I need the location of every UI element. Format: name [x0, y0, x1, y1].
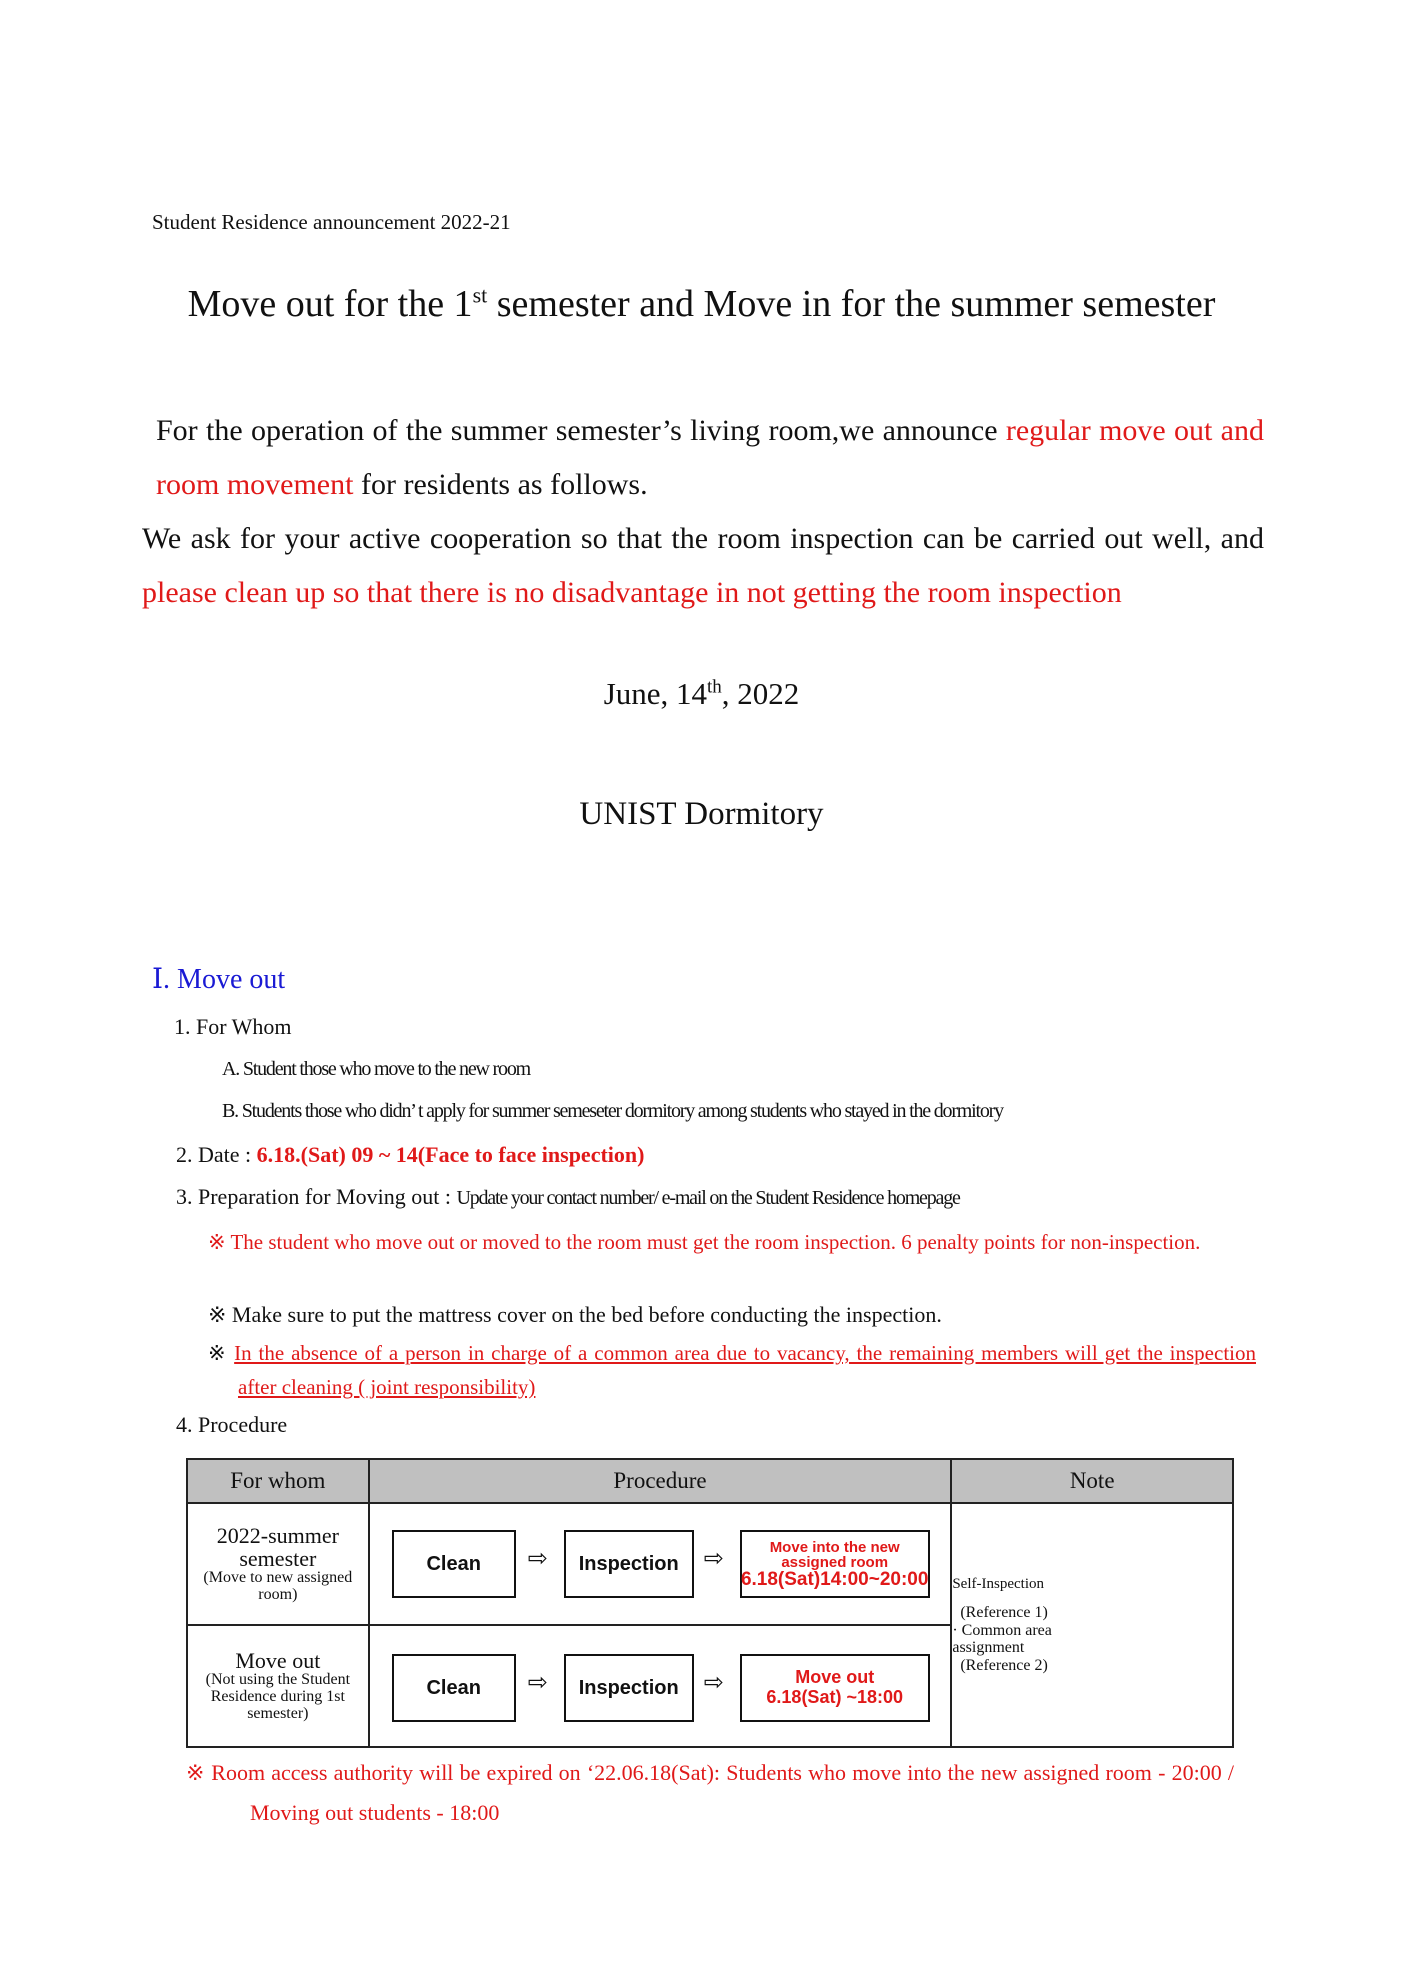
item1-label: 1. For Whom [174, 1014, 292, 1039]
intro-paragraph [142, 404, 1264, 620]
note-line3: · Common area assignment [952, 1621, 1052, 1657]
row2-arrow-1-icon: ⇨ [527, 1668, 548, 1696]
row2-step3-line2: 6.18(Sat) ~18:00 [766, 1687, 903, 1707]
header-for-whom: For whom [187, 1459, 369, 1503]
intro-p2-a: We ask for your active cooperation so that the room inspection can be carried out well, and [142, 522, 1264, 555]
row1-arrow-2-icon: ⇨ [703, 1544, 724, 1572]
page-title [0, 282, 1403, 326]
row1-step-move-in [740, 1530, 930, 1598]
item2-value: 6.18.(Sat) 09 ~ 14(Face to face inspection) [256, 1142, 645, 1167]
note-line1: Self-Inspection [952, 1575, 1044, 1592]
note-mattress: ※ Make sure to put the mattress cover on the bed before conducting the inspection. [208, 1302, 942, 1327]
organization-name: UNIST Dormitory [579, 796, 824, 832]
intro-p2-highlight: please clean up so that there is no disadvantage in not getting the room inspection [142, 576, 1122, 609]
note-penalty: ※ The student who move out or moved to the room must get the room inspection. 6 penalty points for non-inspection. [208, 1230, 1201, 1254]
row1-flow [370, 1504, 951, 1624]
row2-step-inspection: Inspection [564, 1654, 694, 1722]
row1-who [187, 1503, 369, 1625]
date-sup: th [707, 676, 722, 698]
note-cell [951, 1503, 1233, 1747]
date-year: , 2022 [721, 676, 800, 711]
item3 [176, 1184, 960, 1210]
procedure-table [186, 1458, 1234, 1748]
intro-p1-b: for residents as follows. [353, 468, 648, 501]
access-expiry-note: ※ Room access authority will be expired on ‘22.06.18(Sat): Students who move into the new assigned room - 20:00 / Moving out students - 18:00 [186, 1760, 1234, 1825]
announcement-date [0, 676, 1403, 712]
item3-value: Update your contact number/ e-mail on the Student Residence homepage [456, 1187, 960, 1209]
row1-who-main: 2022-summer semester [216, 1523, 339, 1572]
title-part1: Move out for the 1 [187, 283, 473, 325]
row1-procedure [369, 1503, 952, 1625]
item4-label: 4. Procedure [176, 1412, 288, 1437]
table-header-row [187, 1459, 1233, 1503]
row2-arrow-2-icon: ⇨ [703, 1668, 724, 1696]
row1-step-inspection: Inspection [564, 1530, 694, 1598]
row1-step3-line2: 6.18(Sat)14:00~20:00 [740, 1568, 929, 1590]
item3-label: 3. Preparation for Moving out : [176, 1184, 457, 1209]
item1-b: B. Students those who didn’ t apply for summer semeseter dormitory among students who stayed in the dormitory [222, 1100, 1003, 1122]
row2-who-sub: (Not using the Student Residence during 1st semester) [205, 1671, 351, 1722]
row2-step-move-out [740, 1654, 930, 1722]
item2 [176, 1142, 644, 1168]
header-note: Note [951, 1459, 1233, 1503]
note-common-area [208, 1336, 1256, 1404]
note3-mark: ※ [208, 1341, 235, 1365]
row1-step-clean: Clean [392, 1530, 516, 1598]
title-part2: semester and Move in for the summer semester [487, 283, 1216, 325]
row1-step3-line1: Move into the new assigned room [769, 1538, 900, 1571]
row2-who-main: Move out [235, 1648, 321, 1674]
title-sup: st [472, 282, 488, 308]
note-line4: (Reference 2) [960, 1656, 1048, 1674]
row2-who [187, 1625, 369, 1747]
table-row [187, 1503, 1233, 1625]
row1-who-sub: (Move to new assigned room) [203, 1569, 353, 1604]
row2-flow [370, 1626, 951, 1746]
intro-p1-highlight: regular move out and room movement [156, 414, 1264, 501]
date-main: June, 14 [603, 676, 708, 711]
row2-procedure [369, 1625, 952, 1747]
item2-label: 2. Date : [176, 1142, 257, 1167]
item1-a: A. Student those who move to the new room [222, 1058, 530, 1080]
row2-step-clean: Clean [392, 1654, 516, 1722]
header-procedure: Procedure [369, 1459, 952, 1503]
note-line2: (Reference 1) [960, 1604, 1048, 1622]
intro-p1-a: For the operation of the summer semester’s living room,we announce [156, 414, 1006, 447]
note3-text: In the absence of a person in charge of a common area due to vacancy, the remaining members will get the inspection after cleaning ( joint responsibility) [234, 1341, 1256, 1399]
row2-step3-line1: Move out [795, 1667, 875, 1688]
announcement-number: Student Residence announcement 2022-21 [152, 210, 511, 234]
section-heading-move-out: Ⅰ. Move out [152, 964, 286, 995]
row1-arrow-1-icon: ⇨ [527, 1544, 548, 1572]
